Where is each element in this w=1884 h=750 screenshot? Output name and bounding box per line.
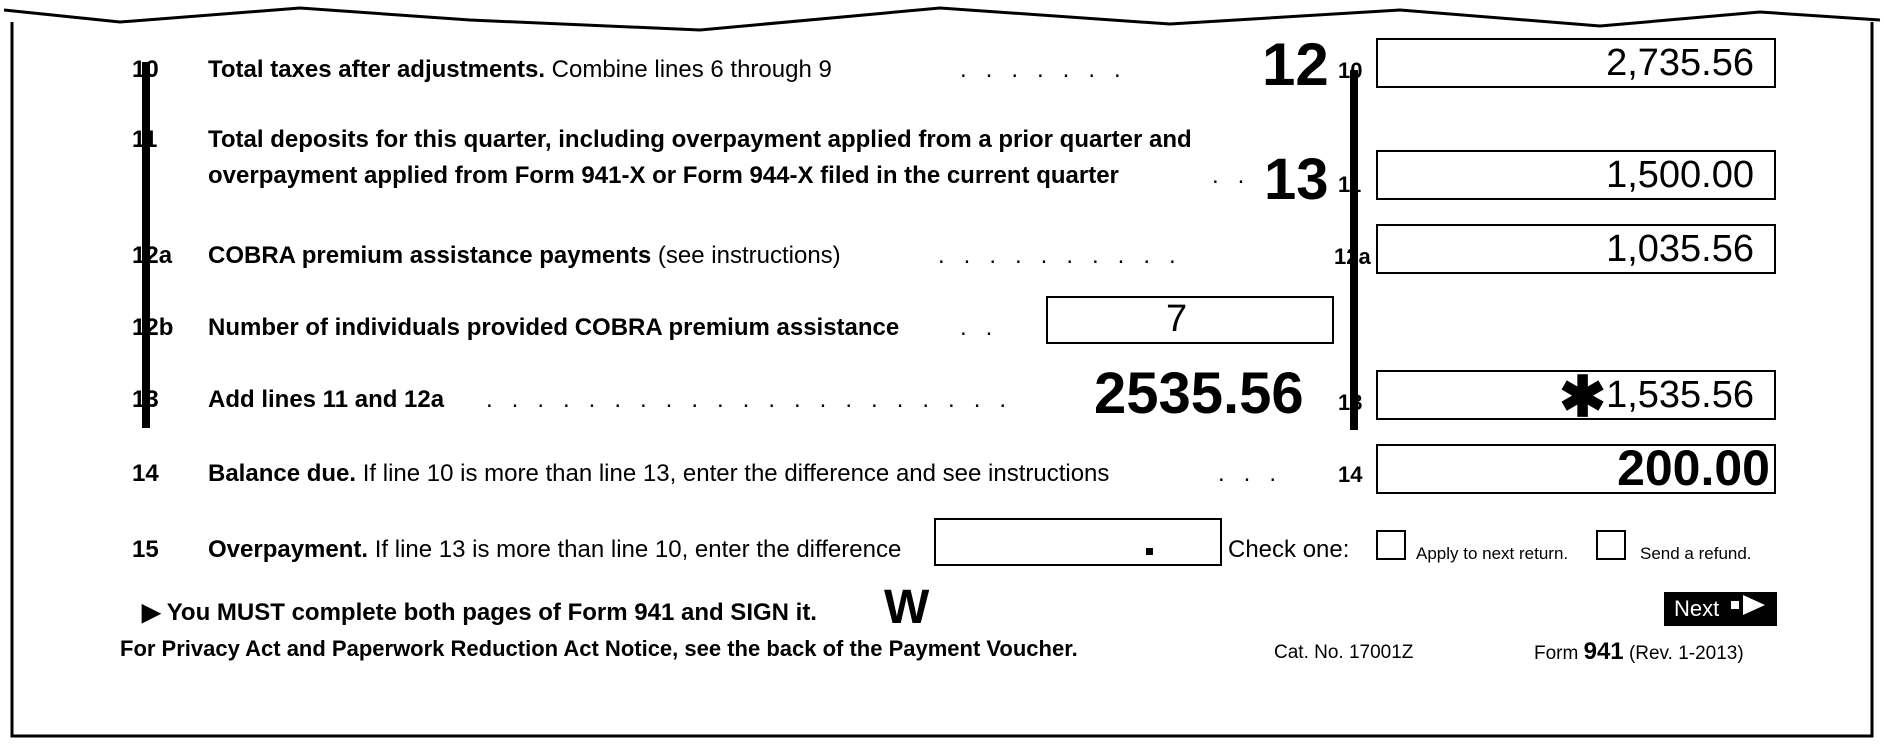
check-one-label: Check one:	[1228, 536, 1350, 563]
line-11-description-cont: overpayment applied from Form 941-X or Form 944-X filed in the current quarter	[208, 162, 1119, 189]
line-13-handwritten-note: 2535.56	[1094, 361, 1304, 426]
leader-dots: ..	[1212, 162, 1264, 189]
line-13-description: Add lines 11 and 12a	[208, 386, 445, 413]
line-11-description: Total deposits for this quarter, including overpayment applied from a prior quarter and	[208, 126, 1192, 153]
line-12b-description: Number of individuals provided COBRA premium assistance	[208, 314, 900, 341]
line-15-amount-field[interactable]	[934, 518, 1222, 566]
line-14-number: 14	[132, 460, 159, 487]
line-11-amount-field[interactable]: 1,500.00	[1376, 150, 1776, 200]
line-13-amount-field[interactable]: ✱1,535.56	[1376, 370, 1776, 420]
arrow-right-icon	[1729, 593, 1767, 627]
catalog-number: Cat. No. 17001Z	[1274, 642, 1414, 663]
send-refund-label: Send a refund.	[1640, 544, 1752, 563]
line-12b-number: 12b	[132, 314, 174, 341]
line-11-number: 11	[132, 126, 158, 153]
leader-dots: ..........	[938, 242, 1195, 269]
leader-dots: .....................	[486, 386, 1026, 413]
line-15-description: Overpayment. If line 13 is more than line 10, enter the difference	[208, 536, 902, 563]
line-13-box-label: 13	[1338, 390, 1363, 415]
line-10-description: Total taxes after adjustments. Combine lines 6 through 9	[208, 56, 832, 83]
leader-dots: ...	[1218, 460, 1296, 487]
line-11-box-label: 11	[1338, 172, 1362, 197]
privacy-notice: For Privacy Act and Paperwork Reduction Act Notice, see the back of the Payment Voucher.	[120, 636, 1078, 661]
signature-mark: W	[884, 581, 930, 634]
send-refund-checkbox[interactable]	[1596, 530, 1626, 560]
line-10-box-label: 10	[1338, 58, 1363, 83]
line-12a-amount-field[interactable]: 1,035.56	[1376, 224, 1776, 274]
line-10-amount-field[interactable]: 2,735.56	[1376, 38, 1776, 88]
decimal-point	[1146, 548, 1153, 555]
must-complete-notice: ▶ You MUST complete both pages of Form 941 and SIGN it.	[142, 599, 817, 626]
apply-next-return-label: Apply to next return.	[1416, 544, 1569, 563]
next-button[interactable]: Next	[1664, 592, 1777, 626]
apply-next-return-checkbox[interactable]	[1376, 530, 1406, 560]
line-12a-box-label: 12a	[1334, 244, 1371, 269]
asterisk-mark: ✱	[1559, 370, 1607, 420]
line-13-number: 13	[132, 386, 159, 413]
line-14-description: Balance due. If line 10 is more than line 13, enter the difference and see instructions	[208, 460, 1110, 487]
line-14-amount-field[interactable]: 200.00	[1376, 444, 1776, 494]
line-12b-count-field[interactable]: 7	[1046, 296, 1334, 344]
line-14-box-label: 14	[1338, 462, 1363, 487]
line-11-handwritten-note: 13	[1264, 147, 1329, 212]
form-identifier: Form 941 (Rev. 1-2013)	[1534, 638, 1744, 665]
leader-dots: ..	[960, 314, 1012, 341]
line-10-number: 10	[132, 56, 159, 83]
line-12a-number: 12a	[132, 242, 173, 269]
line-10-handwritten-note: 12	[1262, 31, 1329, 98]
line-12a-description: COBRA premium assistance payments (see instructions)	[208, 242, 841, 269]
line-15-number: 15	[132, 536, 159, 563]
leader-dots: .......	[960, 56, 1140, 83]
